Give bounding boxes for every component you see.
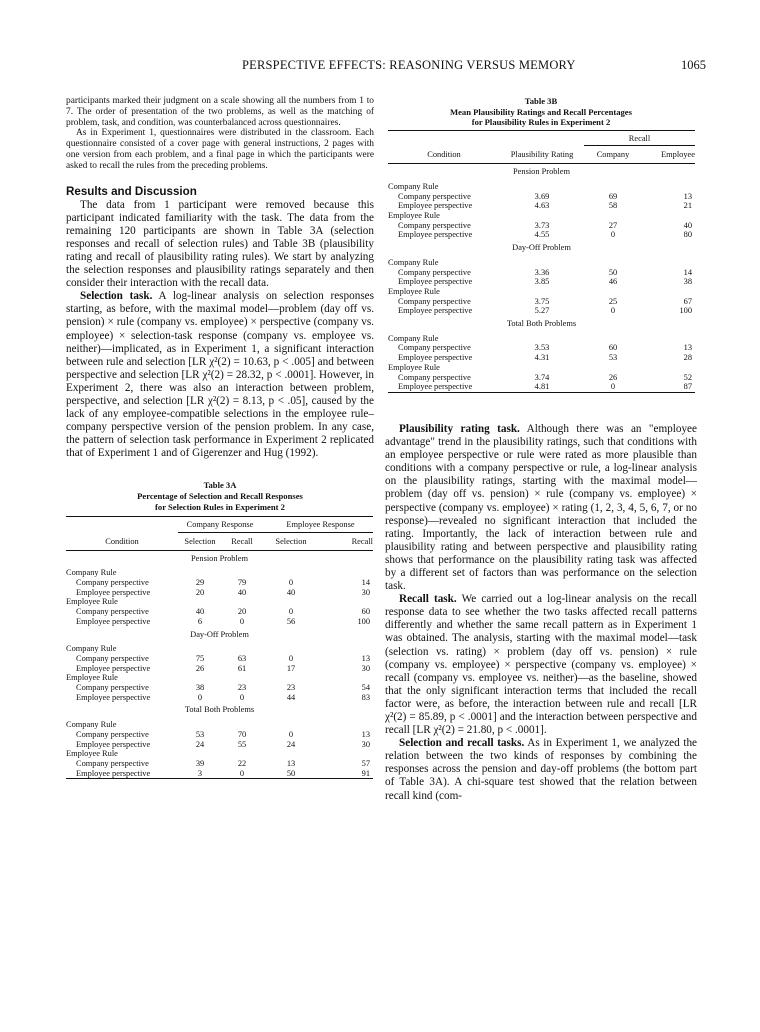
table-cell: 0 (610, 230, 616, 240)
table-empty-cell (500, 258, 584, 268)
table-cell: 29 (195, 578, 205, 588)
paragraph-text: As in Experiment 1, we analyzed the relation between the two kinds of responses by combining the responses across the pension and day-off problems (the bottom part of Table 3A). A chi-square test showed that the relation between recall kind (com- (385, 737, 698, 802)
table-section-row (66, 550, 373, 568)
run-in-heading: Selection task. (80, 290, 153, 303)
table-cell: 4.31 (534, 353, 550, 363)
table-empty-cell (584, 287, 642, 297)
column-header: Selection (275, 536, 307, 546)
table-empty-cell (320, 597, 373, 607)
table-rule-label: Employee Rule (66, 749, 118, 759)
table-rule-label: Employee Rule (388, 286, 440, 296)
table-cell: 38 (195, 683, 205, 693)
table-empty-cell (642, 182, 695, 192)
table-row-label: Employee perspective (76, 692, 151, 702)
table-empty-cell (320, 673, 373, 683)
table-row (66, 578, 373, 588)
table-cell: 100 (357, 616, 370, 626)
table-cell: 3.74 (534, 372, 550, 382)
table-cell: 0 (610, 382, 616, 392)
table-row (388, 373, 695, 383)
run-in-heading: Recall task. (399, 593, 457, 606)
table-empty-cell (584, 211, 642, 221)
table-rule-row (388, 334, 695, 344)
discussion-text (385, 423, 697, 803)
table-rule-label: Company Rule (388, 181, 439, 191)
table-cell: 0 (288, 729, 294, 739)
table-section-row (388, 316, 695, 334)
table-row-label: Employee perspective (398, 353, 473, 363)
run-in-heading: Selection and recall tasks. (399, 737, 525, 750)
table-cell: 40 (237, 587, 247, 597)
column-header: Selection (184, 536, 216, 546)
table-row-label: Employee perspective (76, 616, 151, 626)
table-3b-block (385, 96, 697, 393)
table-cell: 75 (195, 653, 205, 663)
table-cell: 26 (608, 372, 618, 382)
body-paragraph (385, 593, 697, 737)
table-row (66, 740, 373, 750)
column-group-header: Recall (584, 130, 695, 146)
table-cell: 55 (237, 739, 247, 749)
table-cell: 58 (608, 201, 618, 211)
table-cell: 63 (237, 653, 247, 663)
table-empty-cell (262, 597, 320, 607)
table-empty-cell (262, 720, 320, 730)
table-cell: 3.75 (534, 296, 550, 306)
table-rule-row (388, 211, 695, 221)
table-cell: 44 (286, 692, 296, 702)
paragraph-text: Although there was an "employee advantage" trend in the plausibility ratings, such that conditions with an employee perspective or rule were rated as more plausible than conditions with a company perspective or rule, a log-linear analysis on the plausibility ratings, starting with the maximal model—problem (day off vs. pension) × rule (company vs. employee) × perspective (company vs. employee) × rating (1, 2, 3, 4, 5, 6, 7, or no response)—revealed no significant interaction that included the rating. Importantly, the lack of interaction between rule and plausibility rating and between perspective and plausibility rating shows that performance on the plausibility rating task was affected by a different set of factors than was performance on the selection task. (385, 422, 697, 593)
table-cell: 13 (361, 653, 370, 663)
table-caption (385, 96, 697, 128)
table-empty-cell (178, 644, 222, 654)
table-number: Table 3B (524, 96, 558, 106)
table-cell: 60 (361, 607, 370, 617)
method-paragraph: As in Experiment 1, questionnaires were distributed in the classroom. Each questionnaire consisted of a cover page with general instructions, 2 pages with one version from each problem, and a final page in which the participants were asked to recall the rules from the preceding problems. (66, 128, 374, 171)
table-cell: 87 (683, 382, 692, 392)
table-row (388, 343, 695, 353)
table-empty-cell (262, 644, 320, 654)
table-row-label: Company perspective (76, 759, 149, 768)
body-paragraph (385, 737, 697, 802)
table-cell: 0 (288, 578, 294, 588)
table-row (388, 277, 695, 287)
table-cell: 20 (195, 587, 205, 597)
table-empty-cell (262, 673, 320, 683)
table-cell: 52 (683, 372, 692, 382)
table-empty-cell (642, 334, 695, 344)
column-group-header: Employee Response (262, 517, 373, 533)
table-cell: 20 (237, 607, 247, 617)
table-cell: 54 (361, 683, 370, 693)
table-empty-cell (500, 363, 584, 373)
table-cell: 26 (195, 663, 205, 673)
table-row (66, 664, 373, 674)
body-paragraph (66, 290, 374, 460)
table-rule-row (66, 644, 373, 654)
table-cell: 24 (286, 739, 296, 749)
column-header: Condition (105, 536, 139, 546)
table-row (66, 693, 373, 703)
table-cell: 30 (361, 739, 370, 749)
table-cell: 25 (608, 296, 618, 306)
table-cell: 3.36 (534, 267, 550, 277)
table-cell: 56 (286, 616, 296, 626)
table-cell: 50 (286, 768, 296, 778)
table-cell: 60 (608, 343, 618, 353)
table-empty-cell (222, 720, 262, 730)
table-row-label: Company perspective (76, 578, 149, 588)
table-cell: 38 (683, 277, 692, 287)
table-empty-cell (320, 749, 373, 759)
table-empty-cell (642, 211, 695, 221)
table-row (66, 683, 373, 693)
table-row (66, 769, 373, 779)
table-cell: 57 (361, 759, 370, 768)
table-cell: 4.81 (534, 382, 550, 392)
table-row (66, 654, 373, 664)
table-row-label: Company perspective (398, 343, 471, 353)
table-empty-cell (320, 720, 373, 730)
table-row (66, 730, 373, 740)
table-cell: 39 (195, 759, 205, 768)
table-rule-label: Company Rule (66, 568, 117, 578)
table-rule-row (388, 363, 695, 373)
table-empty-cell (584, 363, 642, 373)
table-row-label: Company perspective (76, 683, 149, 693)
table-title-line: for Plausibility Rules in Experiment 2 (471, 117, 611, 128)
table-empty-cell (222, 644, 262, 654)
table-title-line: Mean Plausibility Ratings and Recall Percentages (450, 106, 632, 117)
running-title: PERSPECTIVE EFFECTS: REASONING VERSUS MEMORY (242, 58, 576, 72)
table-row-label: Company perspective (76, 653, 149, 663)
table-rule-row (66, 720, 373, 730)
table-section-label: Pension Problem (513, 167, 570, 177)
table-empty-cell (584, 258, 642, 268)
table-empty-cell (262, 749, 320, 759)
table-cell: 46 (608, 277, 618, 287)
table-cell: 0 (239, 692, 245, 702)
table-cell: 67 (683, 296, 692, 306)
table-row (388, 230, 695, 240)
table-row (66, 607, 373, 617)
run-in-heading: Plausibility rating task. (399, 422, 520, 435)
table-rule-row (66, 597, 373, 607)
body-paragraph: The data from 1 participant were removed because this participant indicated familiarity with the task. The data from the remaining 120 participants are shown in Table 3A (selection responses and recall of selection rules) and Table 3B (plausibility rating and recall of plausibility rating rules). We start by analyzing the selection responses and plausibility ratings separately and then consider their interaction with the recall data. (66, 198, 374, 290)
table-cell: 14 (361, 578, 370, 588)
table-cell: 17 (286, 663, 296, 673)
column-header: Condition (427, 150, 461, 160)
table-empty-cell (178, 597, 222, 607)
table-section-row (66, 702, 373, 720)
page-number: 1065 (681, 58, 706, 72)
table-empty-cell (642, 363, 695, 373)
table-row-label: Company perspective (398, 372, 471, 382)
table-cell: 30 (361, 663, 370, 673)
table-cell: 3.73 (534, 220, 550, 230)
table-row-label: Company perspective (76, 729, 149, 739)
column-header: Recall (231, 536, 253, 546)
paragraph-text: We carried out a log-linear analysis on the recall response data to see whether the two tasks affected recall patterns differently and whether the same recall pattern as in Experiment 1 was obtained. The analysis, starting with the maximal model—task (selection vs. rating) × problem (day off vs. pension) × rule (company vs. employee) × perspective (company vs. employee) × recall (company vs. employee vs. neither)—as the baseline, showed that the only significant interaction terms that included the recall factor were, as before, the interaction between rule and recall [LR χ²(2) = 85.89, p < .0001] and the interaction between perspective and recall [LR χ²(2) = 21.80, p < .0001]. (385, 593, 697, 737)
column-header: Plausibility Rating (510, 150, 574, 160)
table-cell: 50 (608, 267, 618, 277)
section-heading: Results and Discussion (66, 184, 197, 198)
table-empty-cell (222, 673, 262, 683)
table-rule-row (388, 258, 695, 268)
table-cell: 80 (683, 230, 692, 240)
table-empty-cell (500, 334, 584, 344)
column-header: Company (596, 150, 630, 160)
table-rule-label: Employee Rule (66, 597, 118, 607)
paragraph-text: A log-linear analysis on selection responses starting, as before, with the maximal model—problem (day off vs. pension) × rule (company vs. employee) × perspective (company vs. employee) × selection-task response (company vs. employee vs. neither)—implicated, as in Experiment 1, a significant interaction between rule and selection [LR χ²(2) = 10.63, p < .005] and between perspective and selection [LR χ²(2) = 28.32, p < .0001]. However, in Experiment 2, there was also an interaction between problem, perspective, and selection [LR χ²(2) = 8.13, p < .05], caused by the lack of any employee-compatible selections in the employee rule–company perspective version of the pension problem. In any case, the pattern of selection task performance in Experiment 2 replicated that of Experiment 1 and of Gigerenzer and Hug (1992). (66, 290, 374, 460)
table-empty-cell (222, 597, 262, 607)
table-cell: 28 (683, 353, 692, 363)
table-row-label: Company perspective (76, 607, 149, 617)
table-title-line: for Selection Rules in Experiment 2 (155, 501, 285, 512)
table-empty-cell (500, 182, 584, 192)
table-cell: 13 (683, 191, 692, 201)
table-row (66, 588, 373, 598)
table-cell: 0 (610, 306, 616, 316)
table-section-label: Total Both Problems (184, 705, 255, 715)
running-header (242, 58, 706, 76)
table-cell: 0 (197, 692, 203, 702)
table-cell: 3.69 (534, 191, 550, 201)
table-rule-row (66, 673, 373, 683)
table-section-row (66, 627, 373, 645)
table-cell: 79 (237, 578, 247, 588)
table-rule-row (388, 287, 695, 297)
table-cell: 69 (608, 191, 618, 201)
table-row-label: Employee perspective (76, 739, 151, 749)
table-title-line: Percentage of Selection and Recall Responses (137, 491, 303, 502)
table-cell: 83 (361, 692, 370, 702)
table-cell: 3 (197, 768, 203, 778)
table-cell: 0 (239, 616, 245, 626)
table-empty-cell (222, 568, 262, 578)
table-cell: 53 (195, 729, 205, 739)
table-cell: 100 (679, 306, 692, 316)
table-empty-cell (178, 749, 222, 759)
table-cell: 40 (195, 607, 205, 617)
table-row (388, 201, 695, 211)
table-row-label: Company perspective (398, 191, 471, 201)
table-section-row (388, 164, 695, 182)
table-cell: 61 (237, 663, 247, 673)
table-empty-cell (222, 749, 262, 759)
table-row-label: Employee perspective (76, 587, 151, 597)
table-cell: 91 (361, 768, 370, 778)
table-cell: 22 (237, 759, 247, 768)
column-group-header: Company Response (178, 517, 262, 533)
table-empty-cell (642, 287, 695, 297)
table-row-label: Employee perspective (76, 663, 151, 673)
table-number: Table 3A (203, 480, 237, 491)
table-rule-label: Employee Rule (66, 673, 118, 683)
table-cell: 23 (286, 683, 296, 693)
column-header: Recall (351, 536, 373, 546)
table-empty-cell (584, 182, 642, 192)
table-cell: 0 (288, 653, 294, 663)
table-empty-cell (584, 334, 642, 344)
body-paragraph (385, 423, 697, 593)
table-rule-row (388, 182, 695, 192)
table-empty-cell (320, 644, 373, 654)
table-row (388, 268, 695, 278)
table-cell: 13 (361, 729, 370, 739)
table-row (388, 297, 695, 307)
table-rule-label: Company Rule (66, 644, 117, 654)
table-empty-cell (178, 568, 222, 578)
table-empty-cell (500, 287, 584, 297)
table-cell: 4.63 (534, 201, 550, 211)
table-cell: 70 (237, 729, 247, 739)
table-empty-cell (320, 568, 373, 578)
table-section-row (388, 240, 695, 258)
table-row-label: Employee perspective (398, 201, 473, 211)
table-caption (66, 480, 374, 512)
method-paragraph: participants marked their judgment on a scale showing all the numbers from 1 to 7. The order of presentation of the two problems, as well as the matching of problem, task, and condition, was counterbalanced across questionnaires. (66, 96, 374, 128)
table-row (66, 759, 373, 769)
table-cell: 30 (361, 587, 370, 597)
column-header: Employee (661, 150, 695, 160)
table-3a (66, 516, 373, 779)
table-rule-label: Company Rule (388, 257, 439, 267)
table-row (66, 617, 373, 627)
table-cell: 53 (608, 353, 618, 363)
table-3a-block (66, 480, 374, 779)
table-empty-cell (178, 720, 222, 730)
table-cell: 0 (288, 607, 294, 617)
table-row (388, 192, 695, 202)
table-row-label: Company perspective (398, 220, 471, 230)
table-cell: 40 (683, 220, 692, 230)
table-cell: 5.27 (534, 306, 550, 316)
table-cell: 24 (195, 739, 205, 749)
right-column (385, 96, 697, 803)
left-column (66, 96, 374, 779)
table-3b (388, 130, 695, 393)
table-rule-label: Employee Rule (388, 211, 440, 220)
table-rule-row (66, 749, 373, 759)
table-row-label: Employee perspective (76, 768, 151, 778)
table-row-label: Company perspective (398, 296, 471, 306)
table-cell: 3.85 (534, 277, 550, 287)
table-cell: 40 (286, 587, 296, 597)
table-cell: 4.55 (534, 230, 550, 240)
table-section-label: Day-Off Problem (512, 243, 571, 253)
table-empty-cell (500, 211, 584, 221)
table-cell: 21 (683, 201, 692, 211)
table-row (388, 306, 695, 316)
table-row (388, 382, 695, 392)
table-empty-cell (178, 673, 222, 683)
table-cell: 13 (286, 759, 296, 768)
table-row (388, 353, 695, 363)
table-cell: 6 (197, 616, 203, 626)
method-text (66, 96, 374, 172)
table-cell: 13 (683, 343, 692, 353)
table-cell: 14 (683, 267, 692, 277)
table-row (388, 221, 695, 231)
table-section-label: Day-Off Problem (190, 629, 249, 639)
results-text (66, 199, 374, 461)
table-cell: 27 (608, 220, 618, 230)
table-empty-cell (642, 258, 695, 268)
table-row-label: Employee perspective (398, 277, 473, 287)
table-row-label: Employee perspective (398, 382, 473, 392)
table-row-label: Employee perspective (398, 230, 473, 240)
table-row-label: Company perspective (398, 267, 471, 277)
table-cell: 23 (237, 683, 247, 693)
table-rule-label: Company Rule (66, 720, 117, 730)
table-rule-label: Company Rule (388, 333, 439, 343)
table-section-label: Pension Problem (191, 553, 248, 563)
table-section-label: Total Both Problems (506, 319, 577, 329)
table-rule-row (66, 568, 373, 578)
table-rule-label: Employee Rule (388, 362, 440, 372)
table-cell: 3.53 (534, 343, 550, 353)
table-cell: 0 (239, 768, 245, 778)
table-row-label: Employee perspective (398, 306, 473, 316)
table-empty-cell (262, 568, 320, 578)
